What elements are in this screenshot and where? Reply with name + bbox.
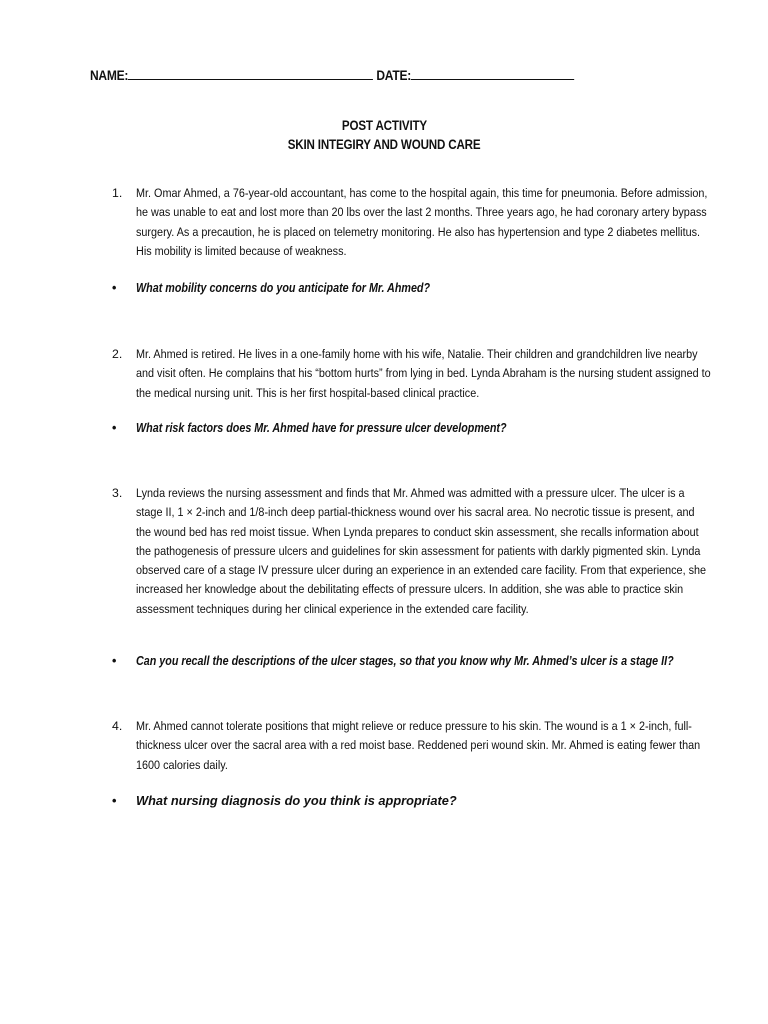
name-date-line [90, 66, 574, 83]
bullet-icon: • [112, 421, 117, 435]
question-text: What nursing diagnosis do you think is appropriate? [136, 793, 457, 808]
item-number: 4. [112, 719, 123, 733]
case-item-4 [112, 717, 702, 775]
question-text: What mobility concerns do you anticipate for Mr. Ahmed? [136, 281, 431, 295]
item-number: 3. [112, 486, 123, 500]
bullet-icon: • [112, 654, 117, 668]
date-label: DATE: [376, 67, 411, 83]
item-text: Mr. Ahmed cannot tolerate positions that might relieve or reduce pressure to his skin. The wound is a 1 × 2-inch, full-thickness ulcer over the sacral area with a red moist base. Reddened peri wound skin. Mr. Ahmed is eating fewer than 1600 calories daily. [136, 719, 701, 772]
item-number: 2. [112, 347, 123, 361]
item-text: Mr. Ahmed is retired. He lives in a one-family home with his wife, Natalie. Their children and grandchildren live nearby and visit often. He complains that his “bottom hurts” from lying in bed. Lynda Abraham is the nursing student assigned to the medical nursing unit. This is her first hospital-based clinical practice. [136, 347, 711, 400]
name-blank[interactable] [128, 66, 373, 80]
item-number: 1. [112, 186, 123, 200]
bullet-icon: • [112, 793, 117, 808]
case-item-1 [112, 184, 708, 261]
case-item-3 [112, 484, 707, 619]
case-item-2 [112, 345, 711, 403]
question-text: Can you recall the descriptions of the ulcer stages, so that you know why Mr. Ahmed’s ulcer is a stage II? [136, 654, 674, 668]
item-text: Lynda reviews the nursing assessment and finds that Mr. Ahmed was admitted with a pressure ulcer. The ulcer is a stage II, 1 × 2-inch and 1/8-inch deep partial-thickness wound over his sacral area. No necrotic tissue is present, and the wound bed has red moist tissue. When Lynda prepares to conduct skin assessment, she recalls information about the pathogenesis of pressure ulcers and guidelines for skin assessment for patients with darkly pigmented skin. Lynda observed care of a stage IV pressure ulcer during an experience in an extended care facility. From that experience, she increased her knowledge about the debilitating effects of pressure ulcers. In addition, she was able to practice skin assessment techniques during her clinical experience in the extended care facility. [136, 486, 707, 616]
question-text: What risk factors does Mr. Ahmed have for pressure ulcer development? [136, 421, 507, 435]
item-text: Mr. Omar Ahmed, a 76-year-old accountant, has come to the hospital again, this time for pneumonia. Before admission, he was unable to eat and lost more than 20 lbs over the last 2 months. Three years ago, he had coronary artery bypass surgery. As a precaution, he is placed on telemetry monitoring. He also has hypertension and type 2 diabetes mellitus. His mobility is limited because of weakness. [136, 186, 708, 258]
name-label: NAME: [90, 67, 129, 83]
title-skin-integrity: SKIN INTEGIRY AND WOUND CARE [287, 137, 481, 152]
bullet-icon: • [112, 281, 117, 295]
title-post-activity: POST ACTIVITY [341, 118, 427, 133]
date-blank[interactable] [411, 66, 574, 80]
